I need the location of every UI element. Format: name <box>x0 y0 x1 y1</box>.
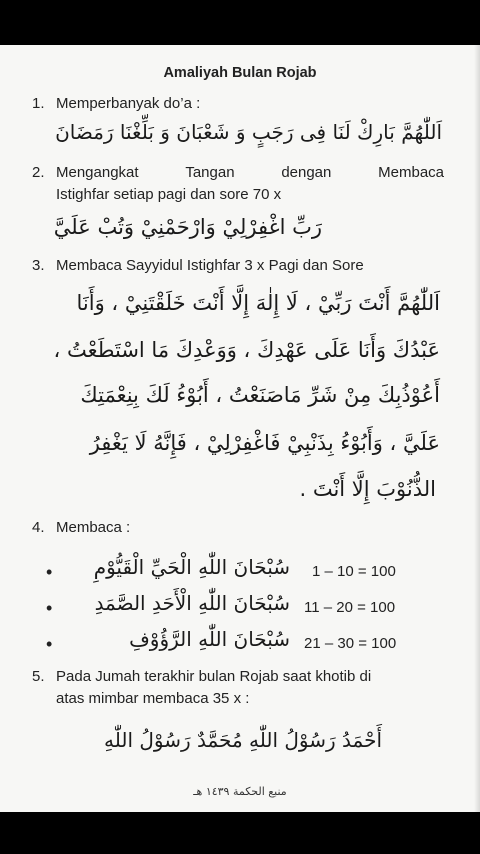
item-number: 2. <box>32 164 45 181</box>
page-edge-shadow <box>474 45 480 812</box>
arabic-sayyidul-line-5: الذُّنُوْبَ إِلَّا أَنْتَ . <box>299 477 436 501</box>
arabic-shalawat: أَحْمَدُ رَسُوْلُ اللّٰهِ مُحَمَّدٌ رَسُوْلُ اللّٰهِ <box>104 728 382 752</box>
item-word: Mengangkat <box>56 164 139 181</box>
item-number: 5. <box>32 668 45 685</box>
dhikr-arabic: سُبْحَانَ اللّٰهِ الْحَيِّ الْقَيُّوْمِ <box>93 555 290 579</box>
item-2-line-1 <box>32 162 444 184</box>
item-word: Tangan <box>185 164 235 181</box>
arabic-prayer-1: اَللّٰهُمَّ بَارِكْ لَنَا فِى رَجَبٍ وَ شَعْبَانَ وَ بَلِّغْنَا رَمَضَانَ <box>55 120 442 144</box>
item-2 <box>32 162 444 206</box>
item-text-line-2: atas mimbar membaca 35 x : <box>56 690 250 707</box>
item-text: Membaca Sayyidul Istighfar 3 x Pagi dan Sore <box>56 257 364 274</box>
arabic-sayyidul-line-1: اَللّٰهُمَّ أَنْتَ رَبِّيْ ، لَا إِلٰهَ إِلَّا أَنْتَ خَلَقْتَنِيْ ، وَأَنَا <box>76 291 440 315</box>
item-1 <box>32 93 200 115</box>
document-title: Amaliyah Bulan Rojab <box>163 65 317 81</box>
item-text: Membaca : <box>56 519 131 536</box>
item-3 <box>32 255 364 277</box>
item-4 <box>32 517 130 539</box>
item-text: Memperbanyak do’a : <box>56 95 201 112</box>
dhikr-range: 11 – 20 = 100 <box>304 599 396 616</box>
dhikr-arabic: سُبْحَانَ اللّٰهِ الْأَحَدِ الصَّمَدِ <box>94 591 290 615</box>
bullet: • <box>46 598 53 618</box>
item-text: Pada Jumah terakhir bulan Rojab saat khotib di <box>56 668 372 685</box>
item-number: 3. <box>32 257 45 274</box>
item-word: Membaca <box>378 164 444 181</box>
dhikr-range: 21 – 30 = 100 <box>304 635 397 652</box>
item-word: dengan <box>281 164 332 181</box>
arabic-istighfar: رَبِّ اغْفِرْلِيْ وَارْحَمْنِيْ وَتُبْ عَلَيَّ <box>53 215 322 239</box>
footer-signature: منبع الحكمة ١٤٣٩ هـ <box>193 785 287 798</box>
bullet: • <box>46 634 53 654</box>
item-number: 4. <box>32 519 45 536</box>
item-number: 1. <box>32 95 45 112</box>
arabic-sayyidul-line-2: عَبْدُكَ وَأَنَا عَلَى عَهْدِكَ ، وَوَعْدِكَ مَا اسْتَطَعْتُ ، <box>53 338 440 362</box>
item-text-line-2: Istighfar setiap pagi dan sore 70 x <box>56 186 282 203</box>
arabic-sayyidul-line-3: أَعُوْذُبِكَ مِنْ شَرِّ مَاصَنَعْتُ ، أَبُوْءُ لَكَ بِنِعْمَتِكَ <box>80 383 440 407</box>
document-page <box>0 45 480 812</box>
dhikr-range: 1 – 10 = 100 <box>312 563 396 580</box>
arabic-sayyidul-line-4: عَلَيَّ ، وَأَبُوْءُ بِذَنْبِيْ فَاغْفِرْلِيْ ، فَإِنَّهُ لَا يَغْفِرُ <box>89 431 440 455</box>
bullet: • <box>46 562 53 582</box>
dhikr-arabic: سُبْحَانَ اللّٰهِ الرَّؤُوْفِ <box>129 627 290 651</box>
item-5 <box>32 666 371 710</box>
